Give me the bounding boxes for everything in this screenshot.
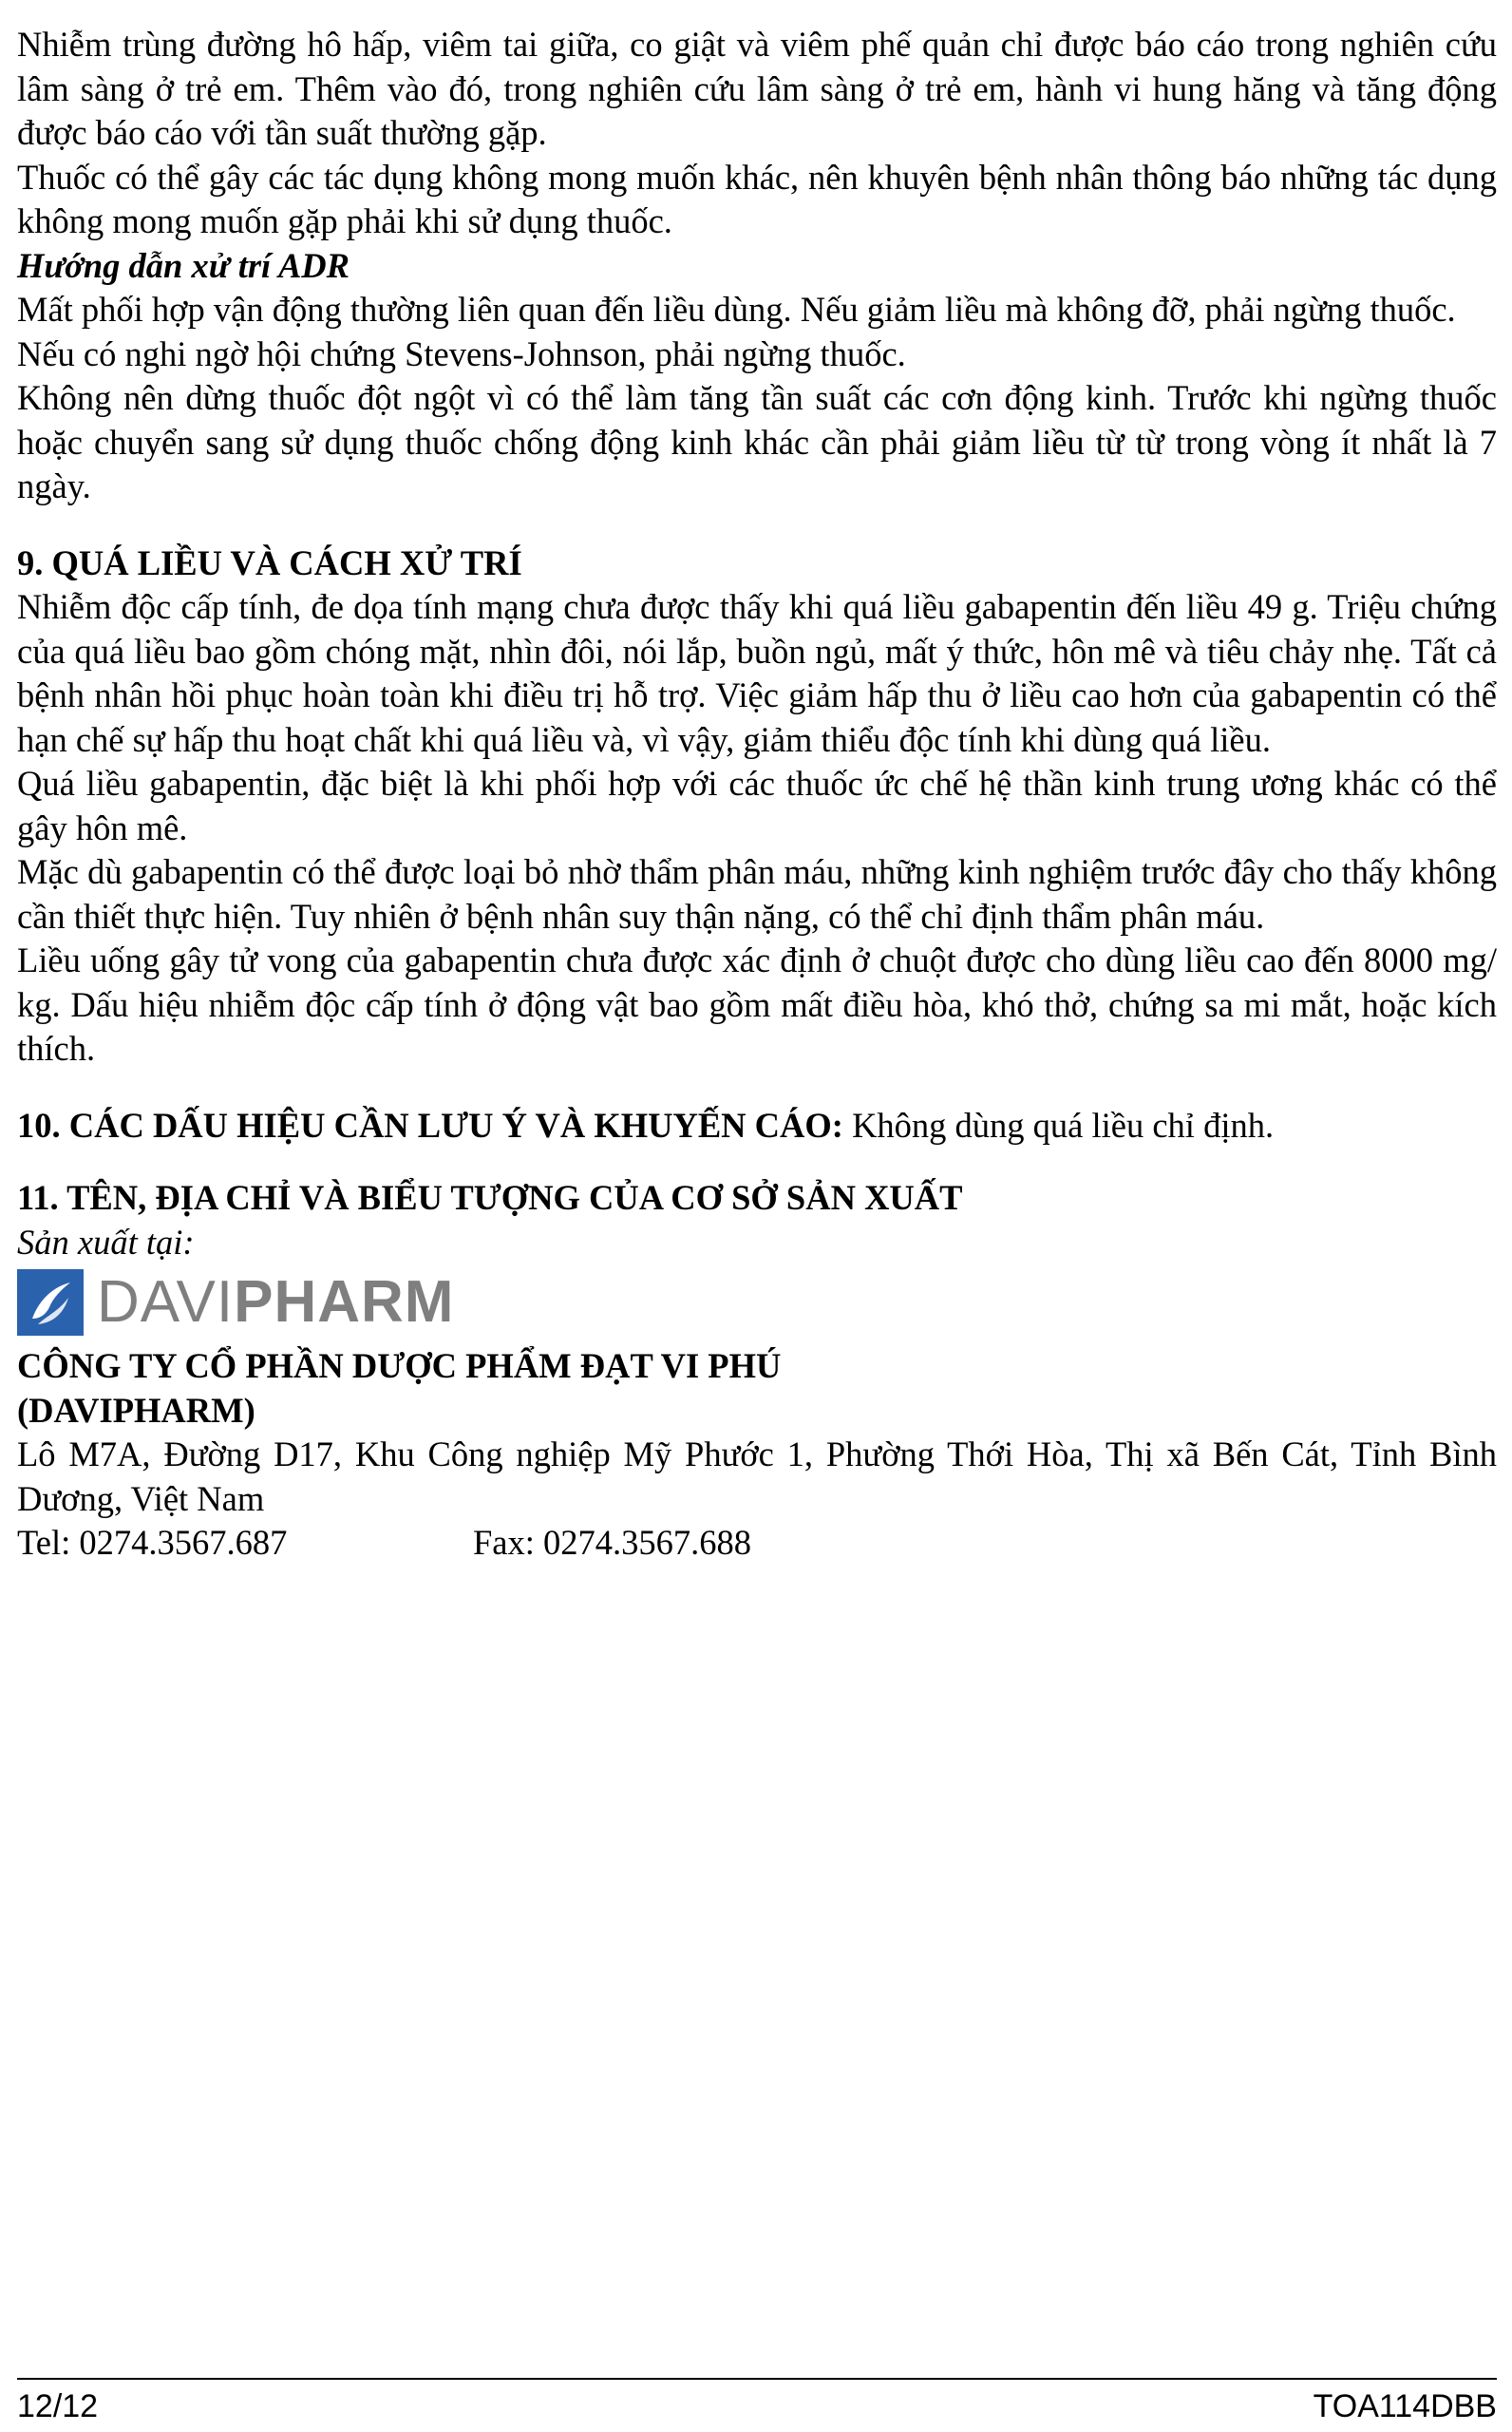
contact-row — [17, 1521, 1497, 1566]
intro-paragraph-1: Nhiễm trùng đường hô hấp, viêm tai giữa, co giật và viêm phế quản chỉ được báo cáo trong nghiên cứu lâm sàng ở trẻ em. Thêm vào đó, trong nghiên cứu lâm sàng ở trẻ em, hành vi hung hăng và tăng động được báo cáo với tần suất thường gặp. — [17, 25, 1497, 152]
page-number: 12/12 — [17, 2388, 99, 2424]
document-page — [17, 23, 1497, 1566]
made-at-label: Sản xuất tại: — [17, 1222, 195, 1262]
davipharm-logo — [17, 1266, 1497, 1339]
adr-paragraph-1: Mất phối hợp vận động thường liên quan đến liều dùng. Nếu giảm liều mà không đỡ, phải ngừng thuốc. — [17, 290, 1456, 329]
company-name: CÔNG TY CỔ PHẦN DƯỢC PHẨM ĐẠT VI PHÚ — [17, 1346, 782, 1385]
company-short-name: (DAVIPHARM) — [17, 1390, 255, 1430]
intro-paragraph-2: Thuốc có thể gây các tác dụng không mong muốn khác, nên khuyên bệnh nhân thông báo những tác dụng không mong muốn gặp phải khi sử dụng thuốc. — [17, 157, 1497, 240]
adr-paragraph-3: Không nên dừng thuốc đột ngột vì có thể làm tăng tần suất các cơn động kinh. Trước khi ngừng thuốc hoặc chuyển sang sử dụng thuốc chống động kinh khác cần phải giảm liều từ từ trong vòng ít nhất là 7 ngày. — [17, 378, 1497, 505]
section-9-heading: 9. QUÁ LIỀU VÀ CÁCH XỬ TRÍ — [17, 542, 522, 582]
logo-text-bold: PHARM — [234, 1269, 455, 1335]
section-10-heading: 10. CÁC DẤU HIỆU CẦN LƯU Ý VÀ KHUYẾN CÁO: — [17, 1105, 843, 1145]
section-9-paragraph-1: Nhiễm độc cấp tính, đe dọa tính mạng chưa được thấy khi quá liều gabapentin đến liều 49 g. Triệu chứng của quá liều bao gồm chóng mặt, nhìn đôi, nói lắp, buồn ngủ, mất ý thức, hôn mê và tiêu chảy nhẹ. Tất cả bệnh nhân hồi phục hoàn toàn khi điều trị hỗ trợ. Việc giảm hấp thu ở liều cao hơn của gabapentin có thể hạn chế sự hấp thu hoạt chất khi quá liều và, vì vậy, giảm thiểu độc tính khi dùng quá liều. — [17, 587, 1497, 759]
section-11-heading: 11. TÊN, ĐỊA CHỈ VÀ BIỂU TƯỢNG CỦA CƠ SỞ SẢN XUẤT — [17, 1178, 963, 1217]
section-9-paragraph-3: Mặc dù gabapentin có thể được loại bỏ nhờ thẩm phân máu, những kinh nghiệm trước đây cho thấy không cần thiết thực hiện. Tuy nhiên ở bệnh nhân suy thận nặng, có thể chỉ định thẩm phân máu. — [17, 852, 1497, 936]
davipharm-emblem-icon — [17, 1269, 84, 1336]
adr-paragraph-2: Nếu có nghi ngờ hội chứng Stevens-Johnson, phải ngừng thuốc. — [17, 333, 906, 373]
page-footer — [17, 2385, 1497, 2427]
fax: Fax: 0274.3567.688 — [473, 1523, 752, 1562]
section-10 — [17, 1104, 1497, 1149]
spacer — [17, 509, 1497, 542]
document-code: TOA114DBB — [1313, 2388, 1497, 2424]
spacer — [17, 1072, 1497, 1104]
spacer — [17, 1148, 1497, 1176]
adr-heading: Hướng dẫn xử trí ADR — [17, 245, 350, 285]
footer-divider — [17, 2378, 1497, 2380]
company-address: Lô M7A, Đường D17, Khu Công nghiệp Mỹ Phước 1, Phường Thới Hòa, Thị xã Bến Cát, Tỉnh Bình Dương, Việt Nam — [17, 1434, 1497, 1518]
logo-text-light: DAVI — [97, 1269, 235, 1335]
section-9-paragraph-4: Liều uống gây tử vong của gabapentin chưa được xác định ở chuột được cho dùng liều cao đến 8000 mg/ kg. Dấu hiệu nhiễm độc cấp tính ở động vật bao gồm mất điều hòa, khó thở, chứng sa mi mắt, hoặc kích thích. — [17, 940, 1497, 1068]
section-10-text: Không dùng quá liều chỉ định. — [842, 1105, 1275, 1145]
section-9-paragraph-2: Quá liều gabapentin, đặc biệt là khi phối hợp với các thuốc ức chế hệ thần kinh trung ương khác có thể gây hôn mê. — [17, 764, 1497, 847]
telephone: Tel: 0274.3567.687 — [17, 1523, 288, 1562]
davipharm-wordmark — [97, 1269, 454, 1336]
